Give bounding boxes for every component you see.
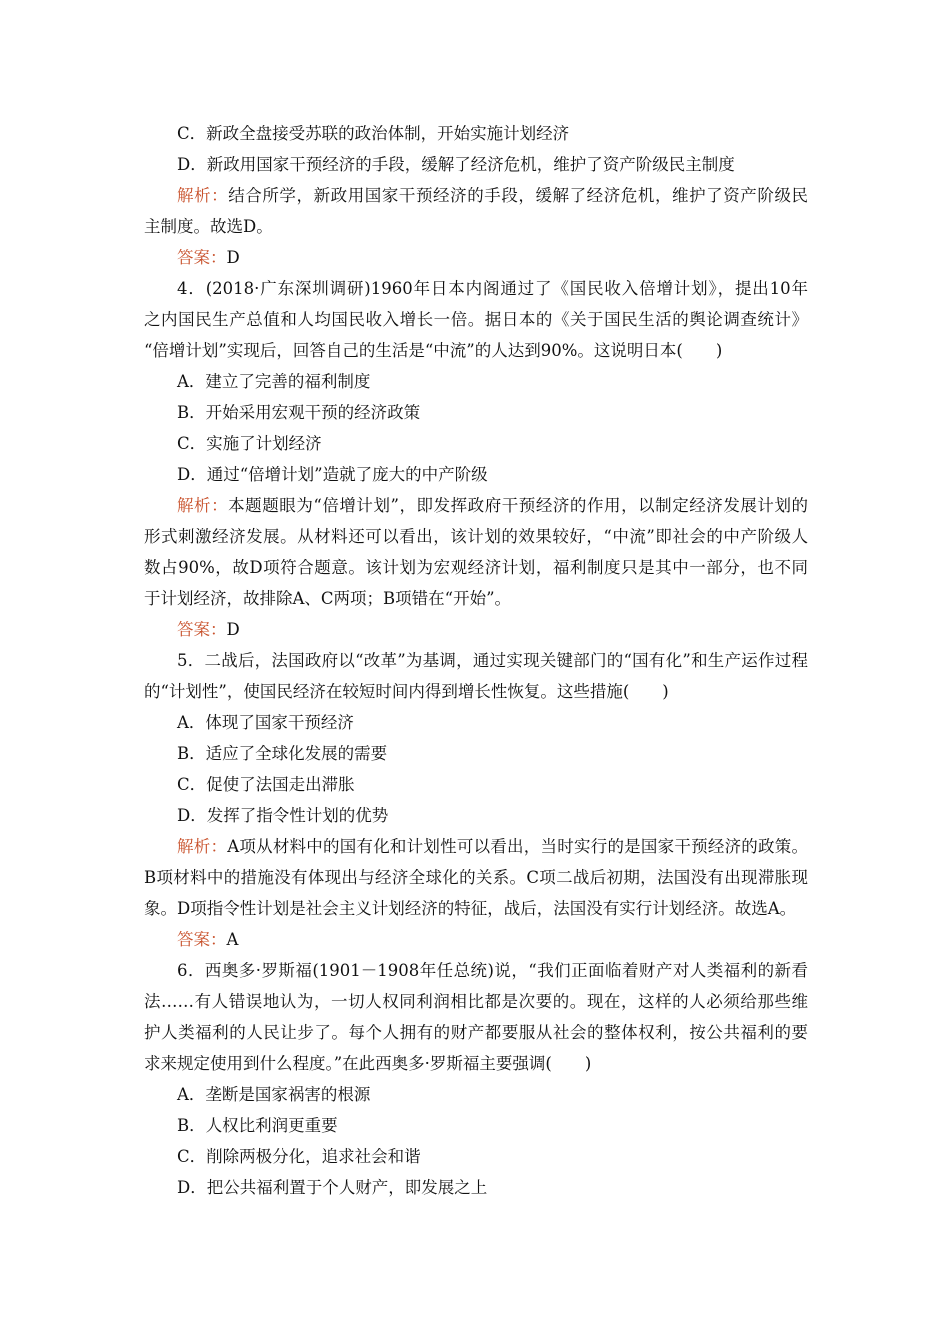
q4-analysis-line-3: 数占90%，故D项符合题意。该计划为宏观经济计划，福利制度只是其中一部分，也不同 bbox=[144, 558, 808, 577]
q4-analysis-line-4: 于计划经济，故排除A、C两项；B项错在“开始”。 bbox=[144, 589, 512, 608]
q6-option-a: A．垄断是国家祸害的根源 bbox=[177, 1085, 371, 1104]
q5-option-a: A．体现了国家干预经济 bbox=[177, 713, 354, 732]
analysis-text: A项从材料中的国有化和计划性可以看出，当时实行的是国家干预经济的政策。 bbox=[227, 837, 809, 856]
analysis-label: 解析： bbox=[177, 837, 228, 856]
q6-stem-line-3: 护人类福利的人民让步了。每个人拥有的财产都要服从社会的整体权利，按公共福利的要 bbox=[144, 1023, 808, 1042]
answer-value: D bbox=[226, 620, 240, 639]
analysis-label: 解析： bbox=[177, 496, 229, 515]
q5-option-c: C．促使了法国走出滞胀 bbox=[177, 775, 355, 794]
answer-label: 答案： bbox=[177, 930, 227, 949]
q3-option-d: D．新政用国家干预经济的手段，缓解了经济危机，维护了资产阶级民主制度 bbox=[177, 155, 735, 174]
q5-answer bbox=[144, 924, 808, 955]
q5-stem-line-1: 5．二战后，法国政府以“改革”为基调，通过实现关键部门的“国有化”和生产运作过程 bbox=[177, 651, 808, 670]
analysis-label: 解析： bbox=[177, 186, 229, 205]
q4-option-b: B．开始采用宏观干预的经济政策 bbox=[177, 403, 421, 422]
q3-option-c: C．新政全盘接受苏联的政治体制，开始实施计划经济 bbox=[177, 124, 570, 143]
q6-option-d: D．把公共福利置于个人财产，即发展之上 bbox=[177, 1178, 488, 1197]
answer-label: 答案： bbox=[177, 248, 227, 267]
q6-option-c: C．削除两极分化，追求社会和谐 bbox=[177, 1147, 421, 1166]
analysis-text: 本题题眼为“倍增计划”，即发挥政府干预经济的作用，以制定经济发展计划的 bbox=[228, 496, 809, 515]
q6-option-b: B．人权比利润更重要 bbox=[177, 1116, 338, 1135]
analysis-text: 结合所学，新政用国家干预经济的手段，缓解了经济危机，维护了资产阶级民 bbox=[228, 186, 809, 205]
q3-analysis-line-1 bbox=[144, 180, 808, 211]
q4-stem-line-3: “倍增计划”实现后，回答自己的生活是“中流”的人达到90%。这说明日本( ) bbox=[144, 341, 723, 360]
q4-analysis-line-2: 形式刺激经济发展。从材料还可以看出，该计划的效果较好，“中流”即社会的中产阶级人 bbox=[144, 527, 808, 546]
q3-analysis-line-2: 主制度。故选D。 bbox=[144, 217, 273, 236]
answer-label: 答案： bbox=[177, 620, 227, 639]
q4-option-d: D．通过“倍增计划”造就了庞大的中产阶级 bbox=[177, 465, 488, 484]
q5-stem-line-2: 的“计划性”，使国民经济在较短时间内得到增长性恢复。这些措施( ) bbox=[144, 682, 669, 701]
q5-analysis-line-2: B项材料中的措施没有体现出与经济全球化的关系。C项二战后初期，法国没有出现滞胀现 bbox=[144, 868, 808, 887]
answer-value: D bbox=[226, 248, 240, 267]
q4-stem-line-2: 之内国民生产总值和人均国民收入增长一倍。据日本的《关于国民生活的舆论调查统计》 bbox=[144, 310, 808, 329]
q5-analysis-line-3: 象。D项指令性计划是社会主义计划经济的特征，战后，法国没有实行计划经济。故选A。 bbox=[144, 899, 797, 918]
q5-analysis-line-1 bbox=[144, 831, 808, 862]
q4-analysis-line-1 bbox=[144, 490, 808, 521]
q3-answer bbox=[144, 242, 808, 273]
q5-option-b: B．适应了全球化发展的需要 bbox=[177, 744, 388, 763]
document-content bbox=[144, 118, 808, 1203]
q5-option-d: D．发挥了指令性计划的优势 bbox=[177, 806, 389, 825]
q4-option-c: C．实施了计划经济 bbox=[177, 434, 322, 453]
q4-option-a: A．建立了完善的福利制度 bbox=[177, 372, 371, 391]
q6-stem-line-2: 法……有人错误地认为，一切人权同利润相比都是次要的。现在，这样的人必须给那些维 bbox=[144, 992, 808, 1011]
q4-stem-line-1: 4．(2018·广东深圳调研)1960年日本内阁通过了《国民收入倍增计划》，提出10年 bbox=[177, 279, 808, 298]
q4-answer bbox=[144, 614, 808, 645]
q6-stem-line-4: 求来规定使用到什么程度。”在此西奥多·罗斯福主要强调( ) bbox=[144, 1054, 592, 1073]
answer-value: A bbox=[226, 930, 239, 949]
q6-stem-line-1: 6．西奥多·罗斯福(1901－1908年任总统)说，“我们正面临着财产对人类福利的新看 bbox=[177, 961, 808, 980]
